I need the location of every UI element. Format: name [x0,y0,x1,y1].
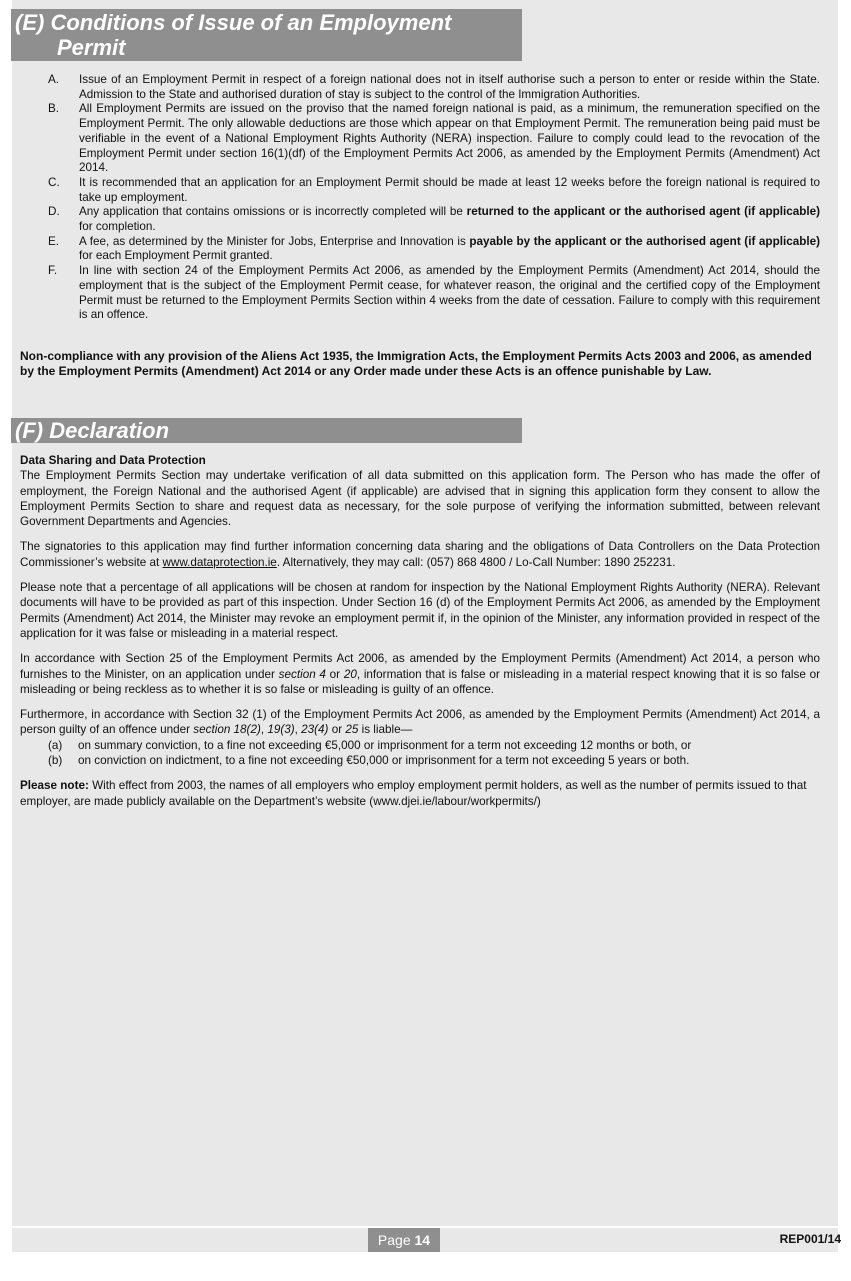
paragraph-text-part: Furthermore, in accordance with Section 32 (1) of the Employment Permits Act 2006, as amended by the Employment Permits (Amendment) Act 2014, a person guilty of an offence under [20,708,820,737]
condition-letter: C. [48,175,60,189]
declaration-paragraph-4 [20,651,820,697]
page-label: Page [377,1232,415,1248]
condition-letter: B. [48,102,60,116]
condition-item-f [16,264,820,323]
data-protection-subhead: Data Sharing and Data Protection [20,454,206,467]
penalty-text: on summary conviction, to a fine not exceeding €5,000 or imprisonment for a term not exceeding 12 months or both, or [78,738,692,752]
penalty-item-a [20,738,820,753]
condition-item-c [16,176,820,205]
section-reference: 25 [345,723,359,737]
penalty-text: on conviction on indictment, to a fine not exceeding €50,000 or imprisonment for a term not exceeding 5 years or both. [78,754,690,768]
section-reference: 20 [343,667,357,681]
condition-letter: E. [48,234,60,248]
section-e-title-line2: Permit [57,35,126,60]
please-note-paragraph [20,778,820,809]
section-f-header [11,418,522,443]
condition-text-part: for completion. [79,220,156,234]
data-protection-link[interactable]: www.dataprotection.ie [162,555,277,569]
condition-text: All Employment Permits are issued on the proviso that the named foreign national is paid, as a minimum, the remuneration specified on the Employment Permit. The only allowable deductions are those which appear on that Employment Permit. The remuneration being paid must be verifiable in the event of a National Employment Rights Authority (NERA) inspection. Failure to comply could lead to the revocation of the Employment Permit under section 16(1)(df) of the Employment Permits Act 2006, as amended by the Employment Permits (Amendment) Act 2014. [79,102,820,175]
declaration-paragraph-5 [20,707,820,738]
section-e-title-line1: (E) Conditions of Issue of an Employment [15,10,452,35]
paragraph-text-part: or [325,667,344,681]
paragraph-text-part: . Alternatively, they may call: (057) 868 4800 / Lo-Call Number: 1890 252231. [276,555,676,569]
page-number: 14 [414,1232,431,1248]
declaration-body [20,453,820,819]
condition-text [79,205,820,234]
declaration-paragraph-2 [20,539,820,570]
section-f-title: (F) Declaration [15,418,170,443]
paragraph-text-part: or [328,723,346,737]
paragraph-text-part: , [294,723,302,737]
please-note-text: With effect from 2003, the names of all employers who employ employment permit holders, as well as the number of permits issued to that employer, are made publicly available on the Department’s website (www.djei.ie/labour/workpermits/) [20,779,807,808]
paragraph-text-part: In accordance with Section 25 of the Employment Permits Act 2006, as amended by the Employment Permits (Amendment) Act 2014, a person who furnishes to the Minister, on an application under [20,652,820,681]
section-reference: 23(4) [301,723,329,737]
declaration-paragraph-1: The Employment Permits Section may undertake verification of all data submitted on this application form. The Person who has made the offer of employment, the Foreign National and the authorised Agent (if applicable) are advised that in signing this application form they consent to allow the Employment Permits Section to share and request data as necessary, for the sole purpose of verifying the information submitted, between relevant Government Departments and Agencies. [20,469,820,529]
condition-item-e [16,235,820,264]
form-code: REP001/14 [779,1232,841,1246]
please-note-label: Please note: [20,779,89,793]
condition-letter: A. [48,73,60,86]
condition-text: In line with section 24 of the Employment Permits Act 2006, as amended by the Employment Permits (Amendment) Act 2014, should the employment that is the subject of the Employment Permit cease, for whatever reason, the original and the certified copy of the Employment Permit must be returned to the Employment Permits Section within 4 weeks from the date of cessation. Failure to comply with this requirement is an offence. [79,264,820,322]
condition-letter: D. [48,205,60,219]
penalty-item-b [20,753,820,768]
page-number-box [368,1228,440,1252]
condition-text-bold: payable by the applicant or the authorised agent (if applicable) [469,234,820,248]
condition-text [79,235,820,264]
conditions-list [16,73,820,323]
paragraph-text-part: The signatories to this application may find further information concerning data sharing and the obligations of Data Controllers on the Data Protection Commissioner’s website at [20,540,820,569]
section-e-header [11,9,522,61]
penalty-label: (a) [48,738,63,752]
condition-text: It is recommended that an application for an Employment Permit should be made at least 12 weeks before the foreign national is required to take up employment. [79,175,820,204]
condition-item-a [16,73,820,102]
paragraph-text-part: is liable— [358,723,413,737]
paragraph-text-part: , [260,723,268,737]
condition-text-part: Any application that contains omissions or is incorrectly completed will be [79,205,467,219]
condition-item-b [16,102,820,176]
non-compliance-warning: Non-compliance with any provision of the Aliens Act 1935, the Immigration Acts, the Employment Permits Acts 2003 and 2006, as amended by the Employment Permits (Amendment) Act 2014 or any Order made under these Acts is an offence punishable by Law. [20,349,812,379]
declaration-paragraph-3: Please note that a percentage of all applications will be chosen at random for inspection by the National Employment Rights Authority (NERA). Relevant documents will have to be provided as part of this inspection. Under Section 16 (d) of the Employment Permits Act 2006, as amended by the Employment Permits (Amendment) Act 2014, the Minister may revoke an employment permit if, in the opinion of the Minister, any information provided in respect of the application for it was false or misleading in a material respect. [20,581,820,640]
condition-text: Issue of an Employment Permit in respect of a foreign national does not in itself authorise such a person to enter or reside within the State. Admission to the State and authorised duration of stay is subject to the control of the Immigration Authorities. [79,73,820,101]
condition-letter: F. [48,264,58,278]
paragraph-text-part: , information that is false or misleading in a material respect knowing that it is so false or misleading or being reckless as to whether it is so false or misleading is guilty of an offence. [20,667,820,696]
condition-item-d [16,205,820,234]
condition-text-part: A fee, as determined by the Minister for Jobs, Enterprise and Innovation is [79,234,470,248]
section-reference: section 18(2) [193,723,261,737]
section-reference: section 4 [278,667,326,681]
condition-text-bold: returned to the applicant or the authorised agent (if applicable) [466,205,820,219]
penalty-label: (b) [48,754,63,768]
condition-text-part: for each Employment Permit granted. [79,249,273,263]
section-reference: 19(3) [267,723,295,737]
